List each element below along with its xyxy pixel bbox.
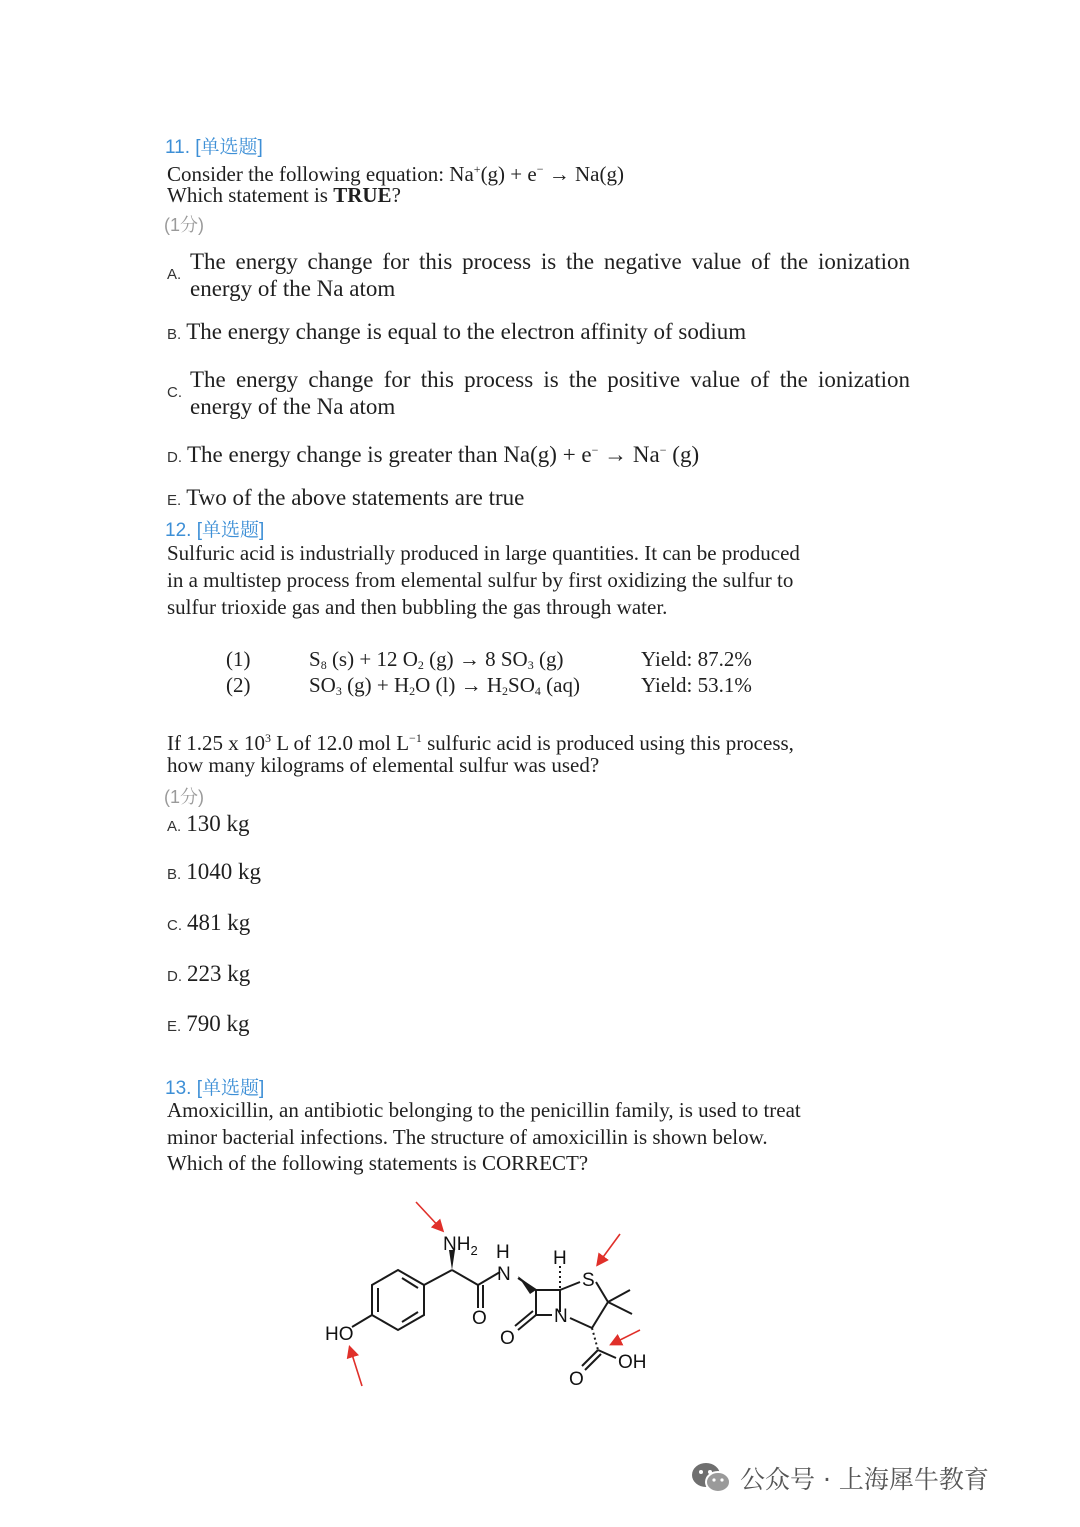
label-oh: OH — [618, 1352, 647, 1373]
arrow-hydroxyl — [350, 1348, 362, 1386]
option-letter: B. — [167, 866, 182, 883]
label-n-amide: N — [497, 1264, 511, 1285]
option-letter: D. — [167, 968, 182, 985]
label-o-carboxyl: O — [569, 1369, 584, 1390]
q12-reaction-1-equation: $S_8$ (s) + 12 $O_2$ (g) → 8 $SO_3$ (g) — [309, 647, 564, 672]
arrow-sulfur — [598, 1234, 620, 1264]
q12-reaction-1-yield: Yield: 87.2% — [641, 647, 752, 671]
amoxicillin-structure — [290, 1190, 710, 1400]
q12-reaction-2-yield: Yield: 53.1% — [641, 673, 752, 697]
q12-reaction-1-number: (1) — [226, 647, 251, 671]
q12-reaction-2-number: (2) — [226, 673, 251, 697]
option-text: The energy change is greater than Na(g) + e− → Na− (g) — [187, 442, 700, 467]
wechat-icon — [690, 1460, 732, 1496]
label-s: S — [582, 1270, 595, 1291]
label-o-lactam: O — [500, 1328, 515, 1349]
q13-stem-line3: Which of the following statements is CORRECT? — [167, 1151, 589, 1175]
option-text: The energy change for this process is the positive value of the ionization energy of the Na atom — [190, 367, 910, 419]
label-h-amide: H — [496, 1242, 510, 1263]
q12-option-e[interactable] — [167, 1010, 249, 1040]
q12-stem-line1: Sulfuric acid is industrially produced in large quantities. It can be produced — [167, 541, 800, 565]
option-letter: A. — [167, 818, 182, 835]
q12-option-c[interactable] — [167, 909, 250, 939]
q12-header: 12. [单选题] — [165, 520, 265, 541]
label-n-ring: N — [554, 1306, 568, 1327]
q11-header: 11. [单选题] — [165, 137, 263, 158]
option-text: 1040 kg — [186, 859, 261, 884]
option-text: Two of the above statements are true — [186, 485, 525, 510]
option-text: The energy change for this process is the negative value of the ionization energy of the Na atom — [190, 249, 910, 301]
option-text: 130 kg — [186, 811, 250, 836]
label-h-ring: H — [553, 1248, 567, 1269]
option-text: 790 kg — [186, 1011, 250, 1036]
option-letter: B. — [167, 326, 182, 343]
option-letter: E. — [167, 1018, 182, 1035]
q13-stem-line2: minor bacterial infections. The structure of amoxicillin is shown below. — [167, 1125, 768, 1149]
q11-option-b[interactable] — [167, 318, 746, 348]
q11-option-e[interactable] — [167, 484, 524, 514]
q12-question-line2: how many kilograms of elemental sulfur was used? — [167, 753, 600, 777]
q12-option-d[interactable] — [167, 960, 250, 990]
watermark-text: 公众号 · 上海犀牛教育 — [740, 1465, 989, 1494]
q12-score: (1分) — [164, 787, 204, 807]
q11-stem-line2: Which statement is TRUE? — [167, 183, 401, 207]
option-text: The energy change is equal to the electron affinity of sodium — [186, 319, 747, 344]
q12-option-a[interactable] — [167, 810, 249, 840]
q12-stem-line3: sulfur trioxide gas and then bubbling the gas through water. — [167, 595, 668, 619]
q11-score: (1分) — [164, 215, 204, 235]
label-nh2: $NH_2$ — [443, 1234, 478, 1258]
q12-question-line1: If 1.25 x $10^3$ L of 12.0 mol $L^{-1}$ sulfuric acid is produced using this process, — [167, 731, 794, 755]
option-letter: C. — [167, 917, 182, 934]
wedge-bond — [518, 1276, 536, 1294]
q12-reaction-2-equation: $SO_3$ $(g) + H_2O$ $(l) \to H_2SO_4$ (aq) — [309, 673, 580, 698]
q11-option-d[interactable] — [167, 437, 699, 471]
arrow-amine — [416, 1202, 442, 1230]
q11-stem-line1: Consider the following equation: Na+(g) + e− → Na(g) — [167, 162, 624, 186]
q12-option-b[interactable] — [167, 858, 261, 888]
option-letter: E. — [167, 492, 182, 509]
watermark — [690, 1460, 989, 1496]
q13-header: 13. [单选题] — [165, 1078, 265, 1099]
label-o-amide: O — [472, 1308, 487, 1329]
option-text: 223 kg — [187, 961, 251, 986]
arrow-carboxyl — [612, 1330, 640, 1344]
label-ho: HO — [325, 1324, 354, 1345]
option-letter: A. — [167, 266, 182, 283]
option-text: 481 kg — [187, 910, 251, 935]
option-letter: D. — [167, 449, 182, 466]
q12-stem-line2: in a multistep process from elemental sulfur by first oxidizing the sulfur to — [167, 568, 794, 592]
option-letter: C. — [167, 384, 182, 401]
q13-stem-line1: Amoxicillin, an antibiotic belonging to the penicillin family, is used to treat — [167, 1098, 801, 1122]
